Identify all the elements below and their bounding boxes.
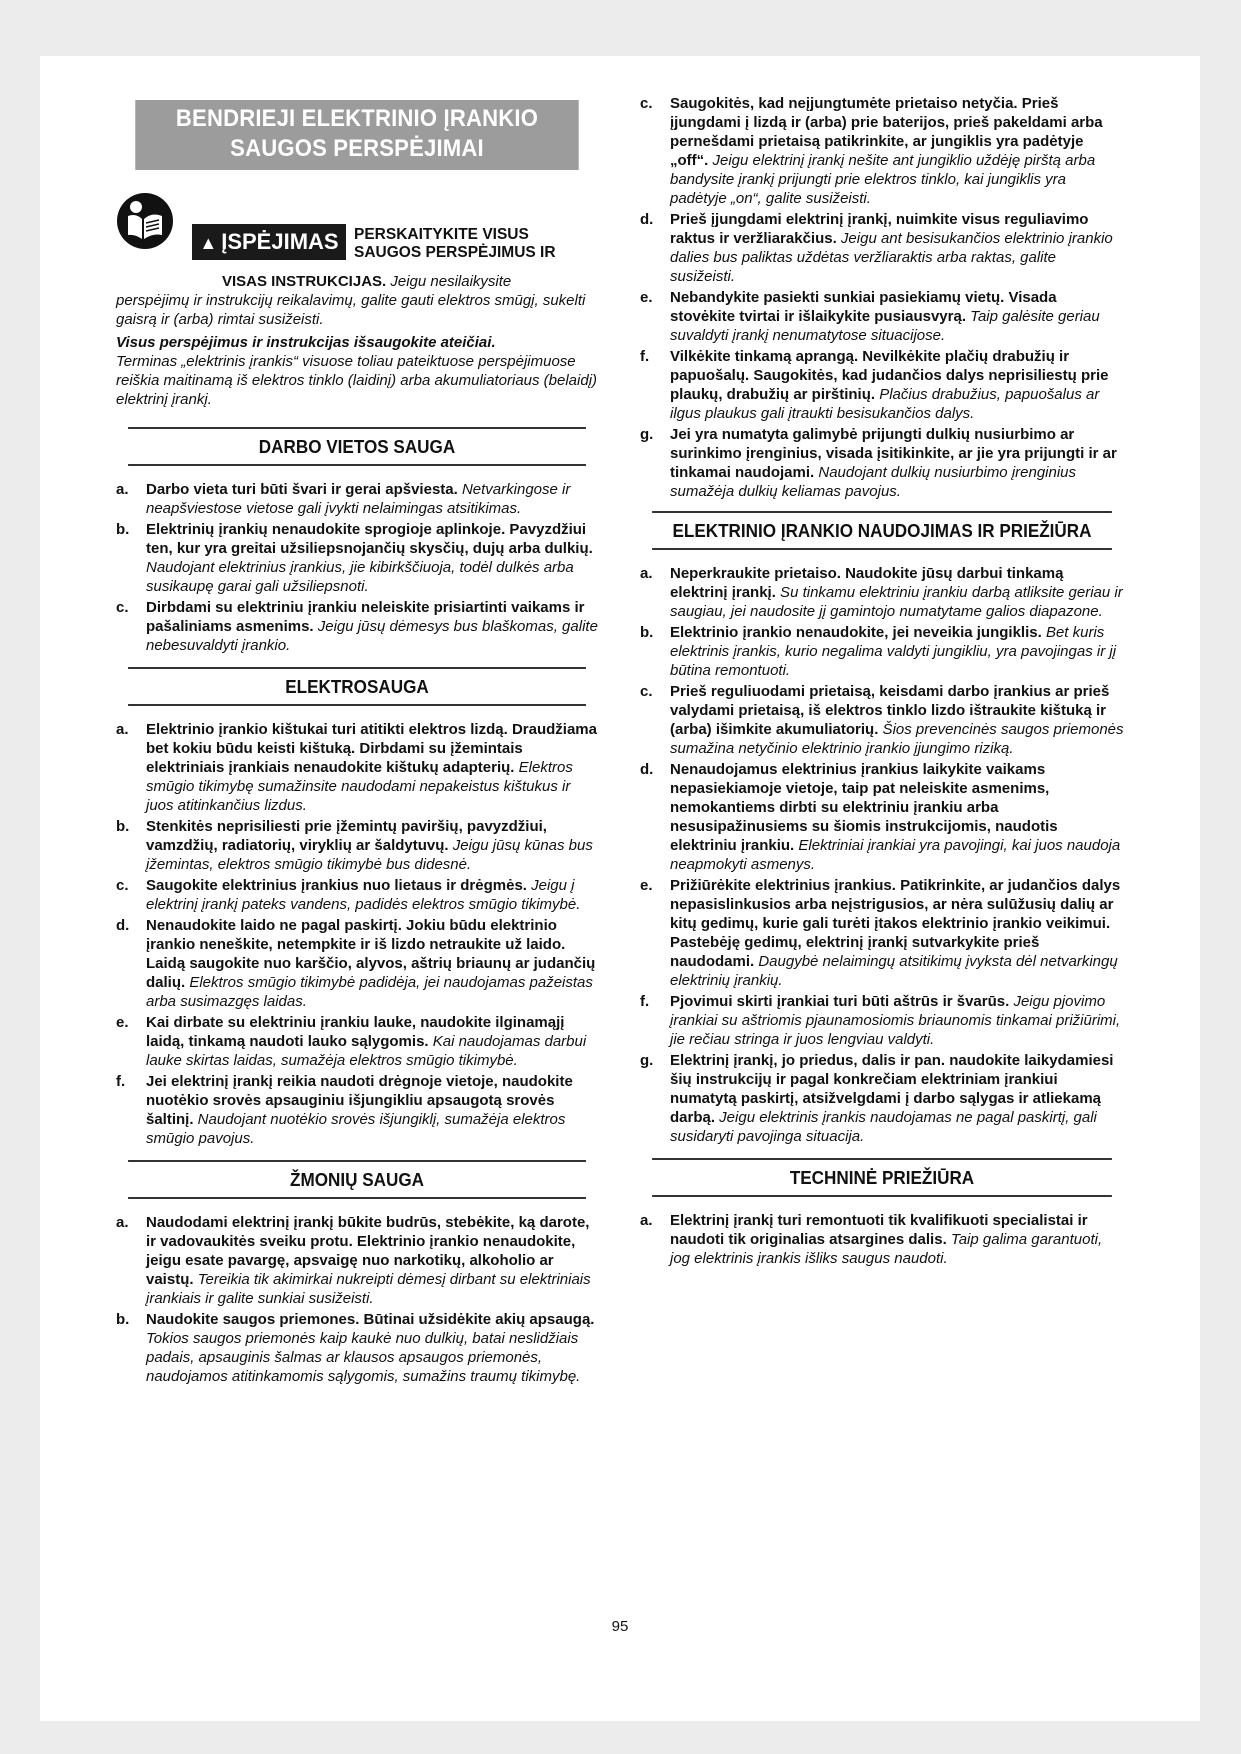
list-item bbox=[116, 598, 598, 655]
left-column bbox=[116, 56, 598, 1388]
item-instruction: Naudokite saugos priemones. Būtinai užsidėkite akių apsaugą. bbox=[146, 1311, 595, 1328]
list-item bbox=[116, 1013, 598, 1070]
item-letter: a. bbox=[116, 721, 129, 738]
item-letter: f. bbox=[640, 348, 650, 365]
item-instruction: Elektrinio įrankio kištukai turi atitikti elektros lizdą. Draudžiama bet kokiu būdu keisti kištuką. Dirbdami su įžemintais elektriniais įrankiais nenaudokite kištukų adapterių. bbox=[146, 721, 597, 776]
item-instruction: Nenaudojamus elektrinius įrankius laikykite vaikams nepasiekiamoje vietoje, taip pat neleiskite asmenims, nemokantiems dirbti su elektriniu įrankiu arba nesusipažinusiems su šiomis instrukcijomis, naudotis elektriniu įrankiu. bbox=[670, 761, 1058, 854]
list-item bbox=[116, 916, 598, 1011]
item-explanation: Su tinkamu elektriniu įrankiu darbą atliksite geriau ir saugiau, jei naudosite jį gamintojo numatytame galios diapazone. bbox=[670, 584, 1123, 620]
tool-use-list bbox=[640, 564, 1124, 1146]
list-item bbox=[116, 876, 598, 914]
warning-badge: ▲ ĮSPĖJIMAS bbox=[192, 224, 346, 260]
read-manual-icon bbox=[116, 192, 174, 250]
item-instruction: Prieš reguliuodami prietaisą, keisdami darbo įrankius ar prieš valydami prietaisą, iš elektros tinklo lizdo ištraukite kištuką ir (arba) išimkite akumuliatorių. bbox=[670, 683, 1110, 738]
list-item bbox=[640, 1051, 1124, 1146]
item-letter: a. bbox=[640, 565, 653, 582]
item-instruction: Elektrinį įrankį, jo priedus, dalis ir pan. naudokite laikydamiesi šių instrukcijų ir pagal konkrečiam elektriniam įrankiui numatytą paskirtį, atsižvelgdami į darbo sąlygas ir atliekamą darbą. bbox=[670, 1052, 1114, 1126]
item-letter: e. bbox=[640, 877, 653, 894]
item-explanation: Jeigu pjovimo įrankiai su aštriomis pjaunamosiomis briaunomis tinkamai prižiūrimi, jie rečiau stringa ir juos lengviau valdyti. bbox=[670, 993, 1121, 1048]
item-letter: g. bbox=[640, 426, 654, 443]
item-explanation: Jeigu į elektrinį įrankį pateks vandens, padidės elektros smūgio tikimybė. bbox=[146, 877, 581, 913]
item-explanation: Jeigu elektrinį įrankį nešite ant jungiklio uždėję pirštą arba bandysite įrankį prijungti prie elektros tinklo, kai jungiklis yra padėtyje „on“, galite susižeisti. bbox=[670, 152, 1096, 207]
list-item bbox=[116, 720, 598, 815]
manual-page bbox=[40, 56, 1200, 1721]
item-explanation: Naudojant elektrinius įrankius, jie kibirkščiuoja, todėl dulkės arba susikaupę garai gali užsiliepsnoti. bbox=[146, 559, 574, 595]
item-instruction: Naudodami elektrinį įrankį būkite budrūs, stebėkite, ką darote, ir vadovaukitės sveiku protu. Elektrinio įrankio nenaudokite, jeigu esate pavargę, apsvaigę nuo narkotikų, alkoholio ar vaistų. bbox=[146, 1214, 590, 1288]
item-instruction: Nebandykite pasiekti sunkiai pasiekiamų vietų. Visada stovėkite tvirtai ir išlaikykite pusiausvyrą. bbox=[670, 289, 1057, 325]
item-explanation: Šios prevencinės saugos priemonės sumažina netyčinio elektrinio įrankio įjungimo riziką. bbox=[670, 721, 1124, 757]
item-letter: c. bbox=[116, 877, 129, 894]
item-letter: d. bbox=[640, 761, 654, 778]
item-explanation: Jeigu ant besisukančios elektrinio įrankio dalies bus paliktas uždėtas veržliaraktis arba raktas, galite susižeisti. bbox=[670, 230, 1113, 285]
list-item bbox=[640, 425, 1124, 501]
item-letter: a. bbox=[640, 1212, 653, 1229]
item-explanation: Tereikia tik akimirkai nukreipti dėmesį dirbant su elektriniais įrankiais ir galite sunkiai susižeisti. bbox=[146, 1271, 591, 1307]
work-area-list bbox=[116, 480, 598, 655]
list-item bbox=[116, 1072, 598, 1148]
item-instruction: Jei yra numatyta galimybė prijungti dulkių nusiurbimo ar surinkimo įrenginius, visada įsitikinkite, ar jie yra prijungti ir ar tinkamai naudojami. bbox=[670, 426, 1117, 481]
item-letter: c. bbox=[640, 683, 653, 700]
item-explanation: Taip galėsite geriau suvaldyti įrankį nenumatytose situacijose. bbox=[670, 308, 1100, 344]
section-heading-personal: ŽMONIŲ SAUGA bbox=[128, 1160, 586, 1199]
item-instruction: Vilkėkite tinkamą aprangą. Nevilkėkite plačių drabužių ir papuošalų. Saugokitės, kad judančios dalys neprisiliestų prie plaukų, drabužių ar pirštinių. bbox=[670, 348, 1109, 403]
list-item bbox=[640, 623, 1124, 680]
item-explanation: Jeigu jūsų dėmesys bus blaškomas, galite nebesuvaldyti įrankio. bbox=[146, 618, 598, 654]
item-letter: d. bbox=[640, 211, 654, 228]
list-item bbox=[640, 564, 1124, 621]
item-explanation: Elektros smūgio tikimybę sumažinsite naudodami nepakeistus kištukus ir juos atitinkančius lizdus. bbox=[146, 759, 573, 814]
item-letter: c. bbox=[116, 599, 129, 616]
item-explanation: Plačius drabužius, papuošalus ar ilgus plaukus gali įtraukti besisukančios dalys. bbox=[670, 386, 1100, 422]
item-letter: e. bbox=[640, 289, 653, 306]
item-explanation: Elektriniai įrankiai yra pavojingi, kai juos naudoja neapmokyti asmenys. bbox=[670, 837, 1121, 873]
section-heading-work-area: DARBO VIETOS SAUGA bbox=[128, 427, 586, 466]
item-letter: a. bbox=[116, 481, 129, 498]
item-letter: d. bbox=[116, 917, 130, 934]
item-instruction: Saugokitės, kad neįjungtumėte prietaiso netyčia. Prieš įjungdami į lizdą ir (arba) prie baterijos, prieš pakeldami arba pernešdami prietaisą patikrinkite, ar jungiklis yra padėtyje „off“. bbox=[670, 95, 1103, 169]
item-explanation: Kai naudojamas darbui lauke skirtas laidas, sumažėja elektros smūgio tikimybė. bbox=[146, 1033, 587, 1069]
item-instruction: Darbo vieta turi būti švari ir gerai apšviesta. bbox=[146, 481, 458, 498]
list-item bbox=[640, 288, 1124, 345]
section-heading-tool-use: ELEKTRINIO ĮRANKIO NAUDOJIMAS IR PRIEŽIŪRA bbox=[652, 511, 1112, 550]
personal-list bbox=[116, 1213, 598, 1386]
item-explanation: Jeigu elektrinis įrankis naudojamas ne pagal paskirtį, gali susidaryti pavojinga situacija. bbox=[670, 1109, 1097, 1145]
electrical-list bbox=[116, 720, 598, 1148]
item-explanation: Naudojant dulkių nusiurbimo įrenginius sumažėja dulkių keliamas pavojus. bbox=[670, 464, 1077, 500]
item-explanation: Daugybė nelaimingų atsitikimų įvyksta dėl netvarkingų elektrinių įrankių. bbox=[670, 953, 1118, 989]
list-item bbox=[640, 94, 1124, 208]
item-explanation: Jeigu jūsų kūnas bus įžemintas, elektros smūgio tikimybė bus didesnė. bbox=[146, 837, 593, 873]
item-instruction: Neperkraukite prietaiso. Naudokite jūsų darbui tinkamą elektrinį įrankį. bbox=[670, 565, 1064, 601]
item-letter: b. bbox=[116, 1311, 130, 1328]
item-explanation: Netvarkingose ir neapšviestose vietose gali įvykti nelaimingas atsitikimas. bbox=[146, 481, 571, 517]
item-instruction: Elektrinių įrankių nenaudokite sprogioje aplinkoje. Pavyzdžiui ten, kur yra greitai užsiliepsnojančių skysčių, dujų arba dulkių. bbox=[146, 521, 593, 557]
item-explanation: Tokios saugos priemonės kaip kaukė nuo dulkių, batai neslidžiais padais, apsauginis šalmas ar klausos apsaugos priemonės, naudojamos atitinkamomis sąlygomis, sumažins traumų tikimybę. bbox=[146, 1330, 581, 1385]
list-item bbox=[640, 876, 1124, 990]
main-title: BENDRIEJI ELEKTRINIO ĮRANKIO SAUGOS PERSPĖJIMAI bbox=[135, 100, 578, 170]
item-instruction: Elektrinio įrankio nenaudokite, jei neveikia jungiklis. bbox=[670, 624, 1042, 641]
list-item bbox=[640, 760, 1124, 874]
list-item bbox=[116, 817, 598, 874]
item-explanation: Bet kuris elektrinis įrankis, kurio negalima valdyti jungikliu, yra pavojingas ir jį būtina remontuoti. bbox=[670, 624, 1117, 679]
item-instruction: Prieš įjungdami elektrinį įrankį, nuimkite visus reguliavimo raktus ir veržliarakčius. bbox=[670, 211, 1089, 247]
section-heading-service: TECHNINĖ PRIEŽIŪRA bbox=[652, 1158, 1112, 1197]
warning-block bbox=[116, 192, 598, 280]
item-letter: f. bbox=[116, 1073, 126, 1090]
list-item bbox=[116, 1213, 598, 1308]
item-letter: b. bbox=[116, 818, 130, 835]
personal-list-continued bbox=[640, 94, 1124, 501]
item-letter: g. bbox=[640, 1052, 654, 1069]
item-letter: f. bbox=[640, 993, 650, 1010]
item-instruction: Elektrinį įrankį turi remontuoti tik kvalifikuoti specialistai ir naudoti tik originalias atsargines dalis. bbox=[670, 1212, 1088, 1248]
list-item bbox=[116, 1310, 598, 1386]
list-item bbox=[640, 1211, 1124, 1268]
item-letter: e. bbox=[116, 1014, 129, 1031]
list-item bbox=[640, 992, 1124, 1049]
right-column bbox=[640, 94, 1124, 1270]
item-instruction: Nenaudokite laido ne pagal paskirtį. Jokiu būdu elektrinio įrankio neneškite, netempkite ir iš lizdo netraukite už laido. Laidą saugokite nuo karščio, alyvos, aštrių briaunų ar judančių dalių. bbox=[146, 917, 596, 991]
section-heading-electrical: ELEKTROSAUGA bbox=[128, 667, 586, 706]
page-number: 95 bbox=[611, 1618, 629, 1635]
warning-text: VISAS INSTRUKCIJAS. Jeigu nesilaikysite perspėjimų ir instrukcijų reikalavimų, galite gauti elektros smūgį, sukelti gaisrą ir (arba) rimtai susižeisti. Visus perspėjimus ir instrukcijas išsaugokite ateičiai. Terminas „elektrinis įrankis“ visuose toliau pateiktuose perspėjimuose reiškia maitinamą iš elektros tinklo (laidinį) arba akumuliatoriaus (belaidį) elektrinį įrankį. bbox=[116, 273, 598, 408]
item-instruction: Stenkitės neprisiliesti prie įžemintų paviršių, pavyzdžiui, vamzdžių, radiatorių, viryklių ar šaldytuvų. bbox=[146, 818, 547, 854]
item-explanation: Elektros smūgio tikimybė padidėja, jei naudojamas pažeistas arba susimazgęs laidas. bbox=[146, 974, 593, 1010]
item-instruction: Dirbdami su elektriniu įrankiu neleiskite prisiartinti vaikams ir pašaliniams asmenims. bbox=[146, 599, 585, 635]
list-item bbox=[116, 520, 598, 596]
item-letter: b. bbox=[116, 521, 130, 538]
service-list bbox=[640, 1211, 1124, 1268]
item-instruction: Kai dirbate su elektriniu įrankiu lauke, naudokite ilginamąjį laidą, tinkamą naudoti lauko sąlygomis. bbox=[146, 1014, 565, 1050]
item-instruction: Prižiūrėkite elektrinius įrankius. Patikrinkite, ar judančios dalys nepasislinkusios arba neįstrigusios, ar nėra sulūžusių dalių ar kitų gedimų, kurie gali turėti įtakos elektrinio įrankio veikimui. Pastebėję gedimų, elektrinį įrankį sutvarkykite prieš naudodami. bbox=[670, 877, 1121, 970]
list-item bbox=[640, 347, 1124, 423]
item-explanation: Taip galima garantuoti, jog elektrinis įrankis išliks saugus naudoti. bbox=[670, 1231, 1103, 1267]
warning-side-text: PERSKAITYKITE VISUS SAUGOS PERSPĖJIMUS IR bbox=[354, 226, 556, 261]
item-instruction: Pjovimui skirti įrankiai turi būti aštrūs ir švarūs. bbox=[670, 993, 1010, 1010]
list-item bbox=[640, 682, 1124, 758]
item-letter: b. bbox=[640, 624, 654, 641]
warning-triangle-icon: ▲ bbox=[199, 233, 218, 253]
list-item bbox=[116, 480, 598, 518]
list-item bbox=[640, 210, 1124, 286]
item-letter: a. bbox=[116, 1214, 129, 1231]
item-explanation: Naudojant nuotėkio srovės išjungiklį, sumažėja elektros smūgio pavojus. bbox=[146, 1111, 566, 1147]
item-letter: c. bbox=[640, 95, 653, 112]
item-instruction: Saugokite elektrinius įrankius nuo lietaus ir drėgmės. bbox=[146, 877, 527, 894]
item-instruction: Jei elektrinį įrankį reikia naudoti drėgnoje vietoje, naudokite nuotėkio srovės apsauginiu išjungikliu apsaugotą srovės šaltinį. bbox=[146, 1073, 573, 1128]
